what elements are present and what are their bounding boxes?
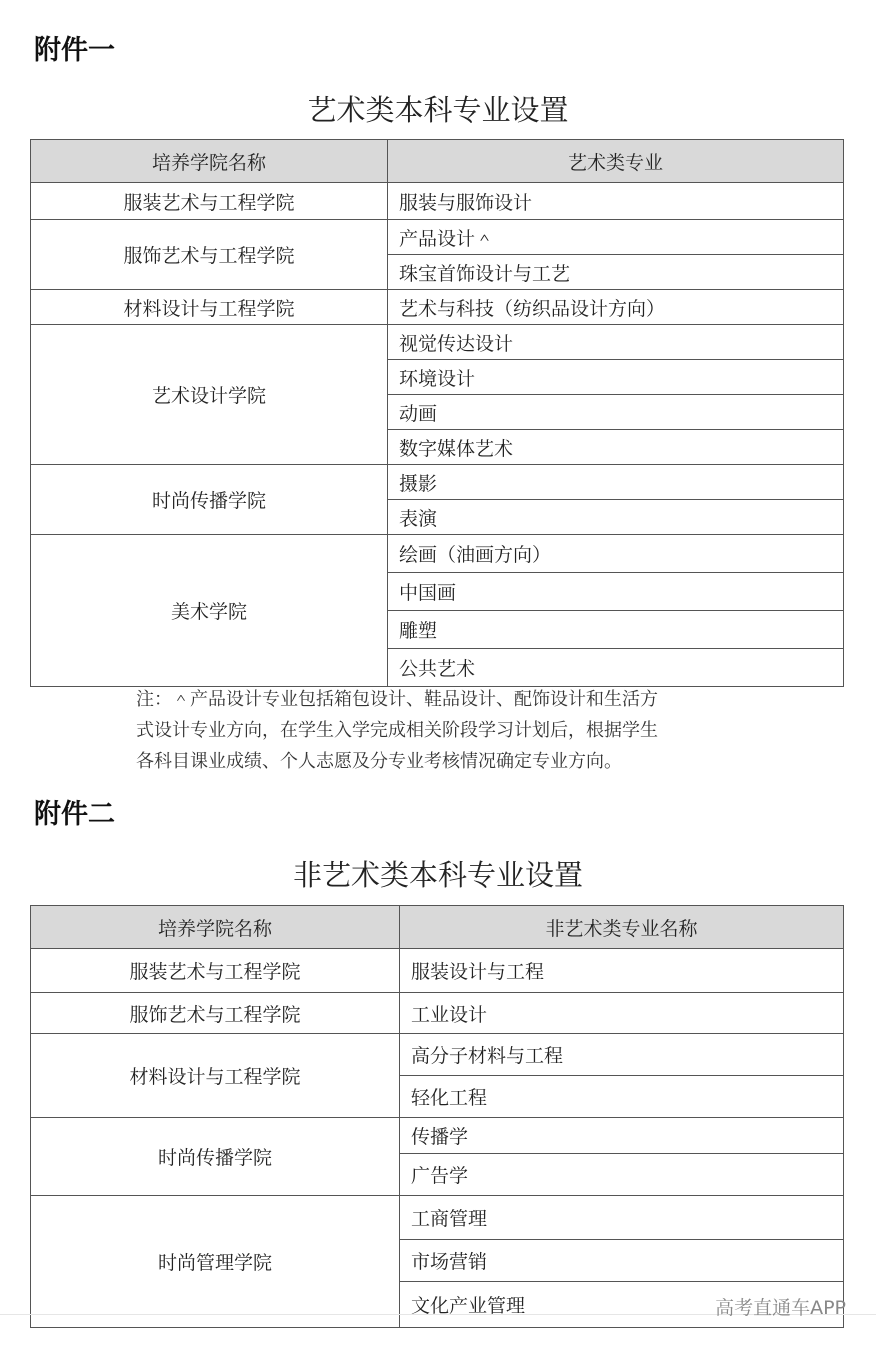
major-cell: 公共艺术 xyxy=(388,649,844,687)
major-cell: 数字媒体艺术 xyxy=(388,430,844,465)
college-cell: 材料设计与工程学院 xyxy=(31,290,388,325)
major-cell: 视觉传达设计 xyxy=(388,325,844,360)
header-college: 培养学院名称 xyxy=(31,906,400,949)
major-cell: 传播学 xyxy=(400,1118,844,1154)
major-cell: 表演 xyxy=(388,500,844,535)
major-cell: 工业设计 xyxy=(400,993,844,1034)
header-major: 艺术类专业 xyxy=(388,140,844,183)
major-cell: 服装设计与工程 xyxy=(400,949,844,993)
header-college: 培养学院名称 xyxy=(31,140,388,183)
art-majors-table xyxy=(30,139,844,687)
major-cell: 高分子材料与工程 xyxy=(400,1034,844,1076)
college-cell: 时尚管理学院 xyxy=(31,1196,400,1328)
annex-2-title: 非艺术类本科专业设置 xyxy=(292,858,583,892)
major-cell: 服装与服饰设计 xyxy=(388,183,844,220)
annex-1-note xyxy=(136,684,736,777)
annex-2-heading: 附件二 xyxy=(34,799,115,830)
header-major: 非艺术类专业名称 xyxy=(400,906,844,949)
major-cell: 珠宝首饰设计与工艺 xyxy=(388,255,844,290)
major-cell: 环境设计 xyxy=(388,360,844,395)
college-cell: 时尚传播学院 xyxy=(31,465,388,535)
note-line: 注：＾产品设计专业包括箱包设计、鞋品设计、配饰设计和生活方 xyxy=(136,689,658,710)
college-cell: 时尚传播学院 xyxy=(31,1118,400,1196)
note-line: 式设计专业方向，在学生入学完成相关阶段学习计划后，根据学生 xyxy=(136,720,658,741)
major-cell: 动画 xyxy=(388,395,844,430)
non-art-majors-table xyxy=(30,905,844,1328)
college-cell: 材料设计与工程学院 xyxy=(31,1034,400,1118)
annex-1-title: 艺术类本科专业设置 xyxy=(307,93,569,127)
major-cell: 文化产业管理 xyxy=(400,1282,844,1328)
major-cell: 绘画（油画方向） xyxy=(388,535,844,573)
annex-1-heading: 附件一 xyxy=(34,35,115,66)
college-cell: 服饰艺术与工程学院 xyxy=(31,220,388,290)
college-cell: 美术学院 xyxy=(31,535,388,687)
major-cell: 轻化工程 xyxy=(400,1076,844,1118)
major-cell: 中国画 xyxy=(388,573,844,611)
college-cell: 艺术设计学院 xyxy=(31,325,388,465)
major-cell: 艺术与科技（纺织品设计方向） xyxy=(388,290,844,325)
watermark: 高考直通车APP xyxy=(715,1297,846,1319)
major-cell: 产品设计＾ xyxy=(388,220,844,255)
college-cell: 服装艺术与工程学院 xyxy=(31,949,400,993)
major-cell: 工商管理 xyxy=(400,1196,844,1240)
college-cell: 服装艺术与工程学院 xyxy=(31,183,388,220)
college-cell: 服饰艺术与工程学院 xyxy=(31,993,400,1034)
major-cell: 市场营销 xyxy=(400,1240,844,1282)
major-cell: 雕塑 xyxy=(388,611,844,649)
major-cell: 摄影 xyxy=(388,465,844,500)
note-line: 各科目课业成绩、个人志愿及分专业考核情况确定专业方向。 xyxy=(136,751,622,772)
major-cell: 广告学 xyxy=(400,1154,844,1196)
